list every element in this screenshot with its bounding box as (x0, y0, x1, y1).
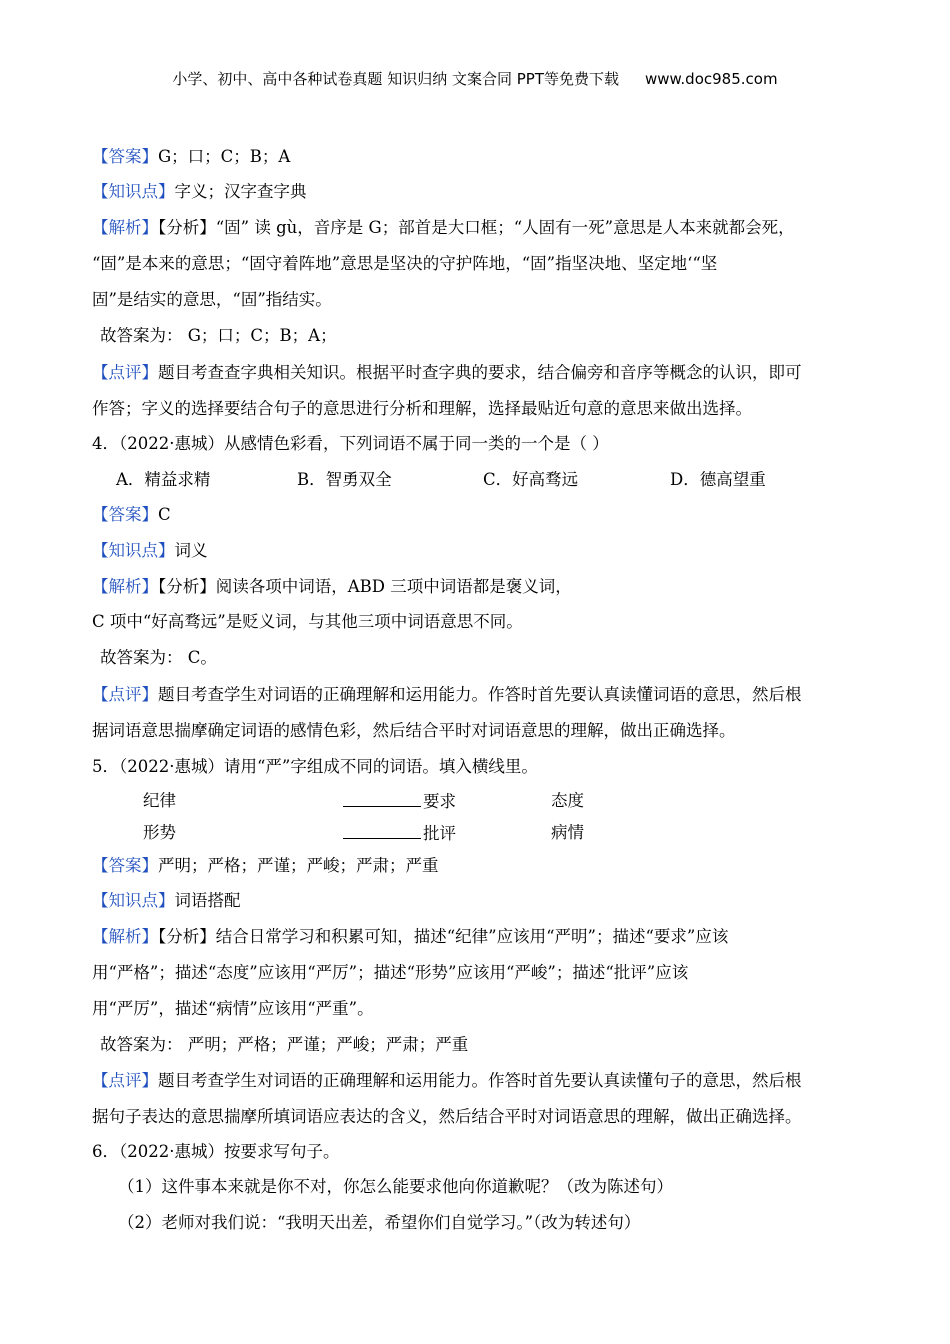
q4-option-a: A．精益求精 (116, 470, 211, 489)
q3-knowledge-line (92, 181, 307, 203)
q3-analysis-line-3: 固”是结实的意思，“固”指结实。 (92, 290, 332, 309)
q5-answer-line (92, 855, 439, 877)
q5-analysis-line-3: 用“严厉”，描述“病情”应该用“严重”。 (92, 999, 374, 1018)
answer-label: 【答案】 (92, 856, 158, 875)
q6-stem: 6．（2022·惠城）按要求写句子。 (92, 1142, 340, 1161)
q5-fill-criticism: 批评 (343, 822, 456, 845)
q4-comment-1: 题目考查学生对词语的正确理解和运用能力。作答时首先要认真读懂词语的意思，然后根 (158, 685, 802, 704)
comment-label: 【点评】 (92, 1071, 158, 1090)
q4-comment-line-2: 据词语意思揣摩确定词语的感情色彩，然后结合平时对词语意思的理解，做出正确选择。 (92, 721, 736, 740)
knowledge-label: 【知识点】 (92, 541, 175, 560)
q5-word-illness: 病情 (551, 823, 584, 842)
header-text: 小学、初中、高中各种试卷真题 知识归纳 文案合同 PPT等免费下载 (172, 70, 619, 88)
q5-comment-line-2: 据句子表达的意思揣摩所填词语应表达的含义，然后结合平时对词语意思的理解，做出正确选择。 (92, 1107, 802, 1126)
q4-comment-line-1 (92, 684, 802, 706)
q5-word-situation: 形势 (143, 823, 176, 842)
analysis-label: 【解析】 (92, 927, 158, 946)
q5-comment-1: 题目考查学生对词语的正确理解和运用能力。作答时首先要认真读懂句子的意思，然后根 (158, 1071, 802, 1090)
answer-label: 【答案】 (92, 505, 158, 524)
q3-comment-line-1 (92, 362, 802, 384)
q3-conclusion: 故答案为： G；口；C；B；A； (100, 326, 337, 345)
knowledge-label: 【知识点】 (92, 891, 175, 910)
q5-stem: 5．（2022·惠城）请用“严”字组成不同的词语。填入横线里。 (92, 757, 538, 776)
knowledge-label: 【知识点】 (92, 182, 175, 201)
q5-knowledge-line (92, 890, 241, 912)
q4-option-c: C．好高骛远 (483, 470, 579, 489)
analysis-label: 【解析】 (92, 577, 158, 596)
q3-comment-line-2: 作答；字义的选择要结合句子的意思进行分析和理解，选择最贴近句意的意思来做出选择。 (92, 399, 752, 418)
q4-stem: 4．（2022·惠城）从感情色彩看，下列词语不属于同一类的一个是（ ） (92, 434, 609, 453)
q5-analysis-line-1 (92, 926, 728, 948)
q4-analysis-line-2: C 项中“好高骛远”是贬义词，与其他三项中词语意思不同。 (92, 612, 523, 631)
fill-blank[interactable] (343, 822, 421, 839)
answer-label: 【答案】 (92, 147, 158, 166)
q5-analysis-1: 【分析】结合日常学习和积累可知，描述“纪律”应该用“严明”；描述“要求”应该 (158, 927, 729, 946)
comment-label: 【点评】 (92, 685, 158, 704)
fill-blank[interactable] (343, 790, 421, 807)
q5-answer: 严明；严格；严谨；严峻；严肃；严重 (158, 856, 439, 875)
q4-option-d: D．德高望重 (670, 470, 766, 489)
q5-knowledge: 词语搭配 (174, 891, 241, 910)
q4-analysis-line-1 (92, 576, 572, 598)
page-header (0, 68, 950, 89)
q5-word-discipline: 纪律 (143, 791, 176, 810)
q3-knowledge: 字义；汉字查字典 (174, 182, 307, 201)
header-site-link[interactable]: www.doc985.com (644, 70, 778, 88)
q5-comment-line-1 (92, 1070, 802, 1092)
q4-option-b: B．智勇双全 (297, 470, 392, 489)
q4-analysis-1: 【分析】阅读各项中词语，ABD 三项中词语都是褒义词， (158, 577, 572, 596)
q4-answer: C (158, 505, 171, 524)
q4-knowledge-line (92, 540, 208, 562)
q5-word-attitude: 态度 (551, 791, 584, 810)
q3-analysis-line-2: “固”是本来的意思；“固守着阵地”意思是坚决的守护阵地，“固”指坚决地、坚定地‘“坚 (92, 254, 718, 273)
q6-sub-question-1: （1）这件事本来就是你不对，你怎么能要求他向你道歉呢？（改为陈述句） (118, 1177, 673, 1196)
q3-comment-1: 题目考查查字典相关知识。根据平时查字典的要求，结合偏旁和音序等概念的认识，即可 (158, 363, 802, 382)
q3-answer: G；口；C；B；A (158, 147, 291, 166)
q3-answer-line (92, 146, 290, 168)
q4-conclusion: 故答案为： C。 (100, 648, 217, 667)
q5-fill-requirement: 要求 (343, 790, 456, 813)
q3-analysis-line-1 (92, 217, 795, 239)
q3-analysis-1: 【分析】“固” 读 gù，音序是 G；部首是大口框；“人固有一死”意思是人本来就都会死， (158, 218, 795, 237)
q4-knowledge: 词义 (174, 541, 208, 560)
analysis-label: 【解析】 (92, 218, 158, 237)
comment-label: 【点评】 (92, 363, 158, 382)
q4-answer-line (92, 504, 171, 526)
q5-analysis-line-2: 用“严格”；描述“态度”应该用“严厉”；描述“形势”应该用“严峻”；描述“批评”应该 (92, 963, 689, 982)
q6-sub-question-2: （2）老师对我们说：“我明天出差，希望你们自觉学习。”（改为转述句） (118, 1213, 641, 1232)
q5-conclusion: 故答案为： 严明；严格；严谨；严峻；严肃；严重 (100, 1035, 469, 1054)
